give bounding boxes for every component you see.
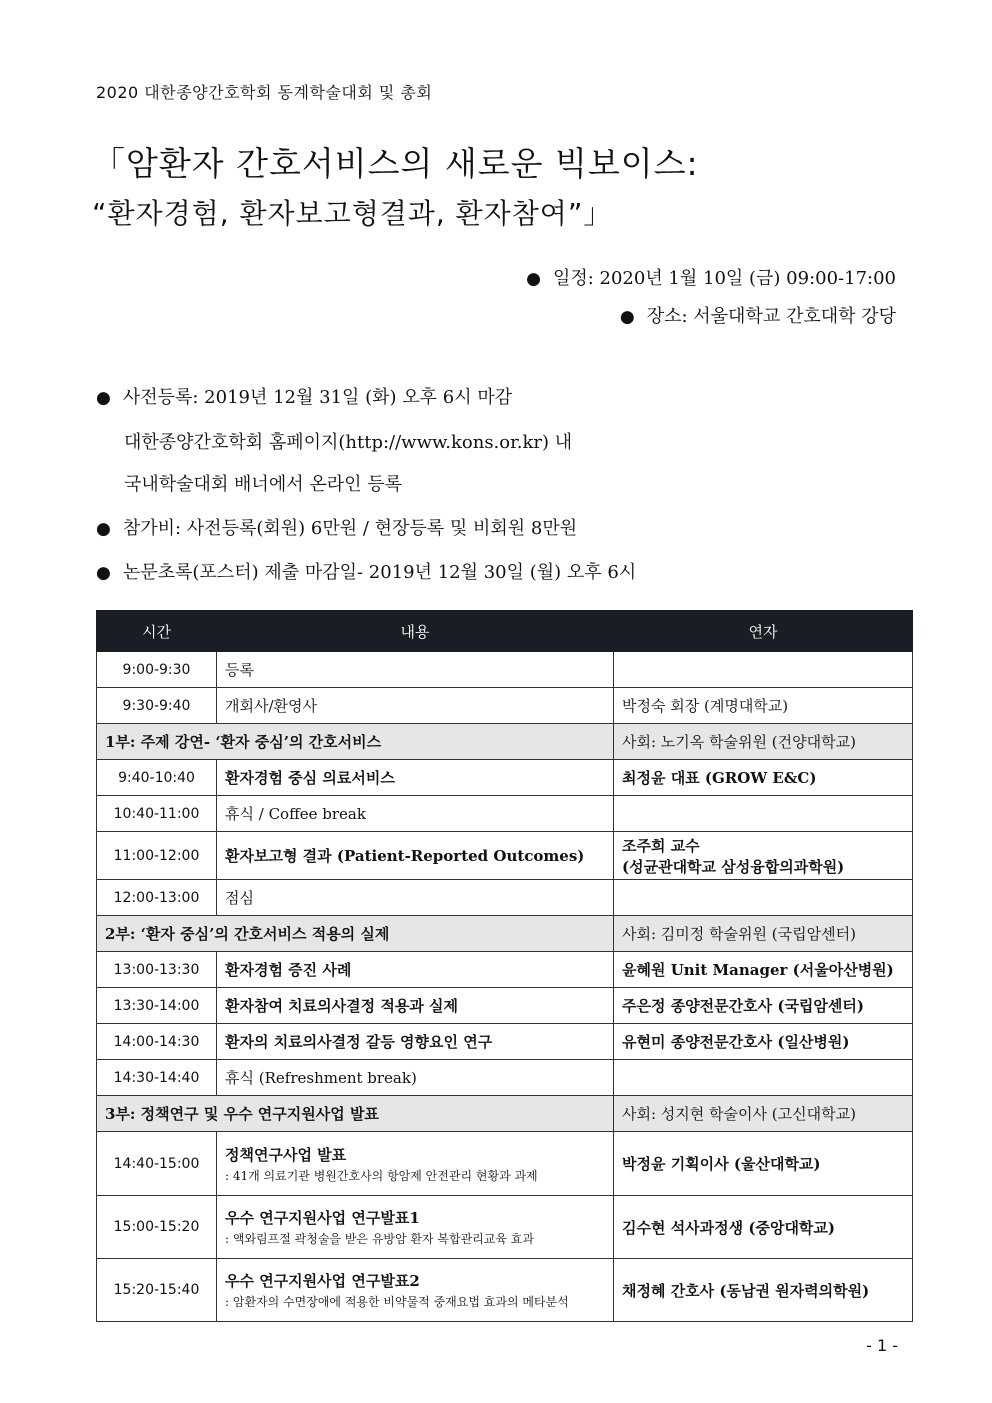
row-speaker bbox=[614, 652, 913, 688]
talk-title: 정책연구사업 발표 bbox=[225, 1145, 347, 1164]
abstract-text: 논문초록(포스터) 제출 마감일- 2019년 12월 30일 (월) 오후 6시 bbox=[122, 562, 637, 583]
row-time: 14:40-15:00 bbox=[97, 1132, 217, 1196]
info-fee bbox=[96, 514, 577, 540]
speaker-name: 조주희 교수 bbox=[622, 836, 700, 855]
registration-line-2: 대한종양간호학회 홈페이지(http://www.kons.or.kr) 내 bbox=[124, 432, 573, 453]
bullet-icon: ● bbox=[96, 563, 111, 583]
section-title: 2부: ‘환자 중심’의 간호서비스 적용의 실제 bbox=[97, 916, 614, 952]
row-speaker bbox=[614, 1060, 913, 1096]
row-time: 12:00-13:00 bbox=[97, 880, 217, 916]
row-speaker: 김수현 석사과정생 (중앙대학교) bbox=[614, 1196, 913, 1259]
row-speaker: 박정숙 회장 (계명대학교) bbox=[614, 688, 913, 724]
bullet-icon: ● bbox=[619, 307, 635, 327]
table-row bbox=[97, 796, 913, 832]
table-row bbox=[97, 760, 913, 796]
row-speaker: 채정혜 간호사 (동남권 원자력의학원) bbox=[614, 1259, 913, 1322]
talk-title: 우수 연구지원사업 연구발표1 bbox=[225, 1209, 420, 1227]
row-time: 10:40-11:00 bbox=[97, 796, 217, 832]
table-row bbox=[97, 952, 913, 988]
table-row bbox=[97, 1060, 913, 1096]
row-speaker: 주은정 종양전문간호사 (국립암센터) bbox=[614, 988, 913, 1024]
row-time: 9:40-10:40 bbox=[97, 760, 217, 796]
speaker-affiliation: (성균관대학교 삼성융합의과학원) bbox=[622, 857, 845, 876]
table-row bbox=[97, 1132, 913, 1196]
title-line-1: 「암환자 간호서비스의 새로운 빅보이스: bbox=[92, 144, 699, 183]
bullet-icon: ● bbox=[96, 519, 111, 539]
event-date-text: 일정: 2020년 1월 10일 (금) 09:00-17:00 bbox=[552, 268, 896, 289]
row-time: 14:00-14:30 bbox=[97, 1024, 217, 1060]
row-time: 13:00-13:30 bbox=[97, 952, 217, 988]
registration-line-3: 국내학술대회 배너에서 온라인 등록 bbox=[124, 474, 402, 495]
talk-title: 우수 연구지원사업 연구발표2 bbox=[225, 1272, 420, 1290]
row-content: 환자경험 증진 사례 bbox=[217, 952, 614, 988]
section-moderator: 사회: 노기옥 학술위원 (건양대학교) bbox=[614, 724, 913, 760]
section-title: 1부: 주제 강연- ‘환자 중심’의 간호서비스 bbox=[97, 724, 614, 760]
row-time: 9:00-9:30 bbox=[97, 652, 217, 688]
table-row bbox=[97, 1259, 913, 1322]
fee-text: 참가비: 사전등록(회원) 6만원 / 현장등록 및 비회원 8만원 bbox=[122, 518, 578, 539]
row-content bbox=[217, 1196, 614, 1259]
header-speaker: 연자 bbox=[614, 611, 913, 652]
row-speaker bbox=[614, 832, 913, 880]
table-row bbox=[97, 1024, 913, 1060]
row-speaker: 최정윤 대표 (GROW E&C) bbox=[614, 760, 913, 796]
header-content: 내용 bbox=[217, 611, 614, 652]
section-row bbox=[97, 1096, 913, 1132]
title-line-2: “환자경험, 환자보고형결과, 환자참여”」 bbox=[92, 197, 613, 230]
section-moderator: 사회: 성지현 학술이사 (고신대학교) bbox=[614, 1096, 913, 1132]
talk-detail: : 41개 의료기관 병원간호사의 항암제 안전관리 현황과 과제 bbox=[225, 1168, 538, 1183]
row-speaker: 박정윤 기획이사 (울산대학교) bbox=[614, 1132, 913, 1196]
table-row bbox=[97, 880, 913, 916]
table-row bbox=[97, 1196, 913, 1259]
row-speaker: 윤혜원 Unit Manager (서울아산병원) bbox=[614, 952, 913, 988]
row-content bbox=[217, 1259, 614, 1322]
row-content: 환자의 치료의사결정 갈등 영향요인 연구 bbox=[217, 1024, 614, 1060]
table-header-row bbox=[97, 611, 913, 652]
schedule-table bbox=[96, 610, 913, 1322]
row-content bbox=[217, 1132, 614, 1196]
event-venue-text: 장소: 서울대학교 간호대학 강당 bbox=[646, 306, 896, 327]
section-row bbox=[97, 724, 913, 760]
registration-text: 사전등록: 2019년 12월 31일 (화) 오후 6시 마감 bbox=[122, 387, 513, 408]
row-content: 환자참여 치료의사결정 적용과 실제 bbox=[217, 988, 614, 1024]
row-time: 14:30-14:40 bbox=[97, 1060, 217, 1096]
table-row bbox=[97, 688, 913, 724]
row-speaker bbox=[614, 796, 913, 832]
talk-detail: : 암환자의 수면장애에 적용한 비약물적 중재요법 효과의 메타분석 bbox=[225, 1295, 569, 1309]
row-speaker bbox=[614, 880, 913, 916]
conference-subtitle: 2020 대한종양간호학회 동계학술대회 및 총회 bbox=[96, 83, 433, 102]
row-content: 개회사/환영사 bbox=[217, 688, 614, 724]
table-row bbox=[97, 988, 913, 1024]
row-time: 9:30-9:40 bbox=[97, 688, 217, 724]
section-moderator: 사회: 김미정 학술위원 (국립암센터) bbox=[614, 916, 913, 952]
event-date bbox=[526, 264, 896, 290]
row-time: 15:20-15:40 bbox=[97, 1259, 217, 1322]
talk-detail: : 액와림프절 곽청술을 받은 유방암 환자 복합관리교육 효과 bbox=[225, 1232, 534, 1246]
event-venue bbox=[620, 302, 896, 328]
bullet-icon: ● bbox=[96, 388, 111, 408]
row-content: 휴식 (Refreshment break) bbox=[217, 1060, 614, 1096]
table-row bbox=[97, 832, 913, 880]
page-number: - 1 - bbox=[866, 1336, 898, 1355]
info-abstract bbox=[96, 558, 636, 584]
header-time: 시간 bbox=[97, 611, 217, 652]
row-time: 11:00-12:00 bbox=[97, 832, 217, 880]
row-content: 점심 bbox=[217, 880, 614, 916]
bullet-icon: ● bbox=[526, 269, 541, 289]
row-time: 15:00-15:20 bbox=[97, 1196, 217, 1259]
info-registration bbox=[96, 383, 512, 409]
table-row bbox=[97, 652, 913, 688]
row-content: 환자보고형 결과 (Patient-Reported Outcomes) bbox=[217, 832, 614, 880]
section-title: 3부: 정책연구 및 우수 연구지원사업 발표 bbox=[97, 1096, 614, 1132]
row-time: 13:30-14:00 bbox=[97, 988, 217, 1024]
row-speaker: 유현미 종양전문간호사 (일산병원) bbox=[614, 1024, 913, 1060]
row-content: 환자경험 중심 의료서비스 bbox=[217, 760, 614, 796]
row-content: 등록 bbox=[217, 652, 614, 688]
section-row bbox=[97, 916, 913, 952]
row-content: 휴식 / Coffee break bbox=[217, 796, 614, 832]
